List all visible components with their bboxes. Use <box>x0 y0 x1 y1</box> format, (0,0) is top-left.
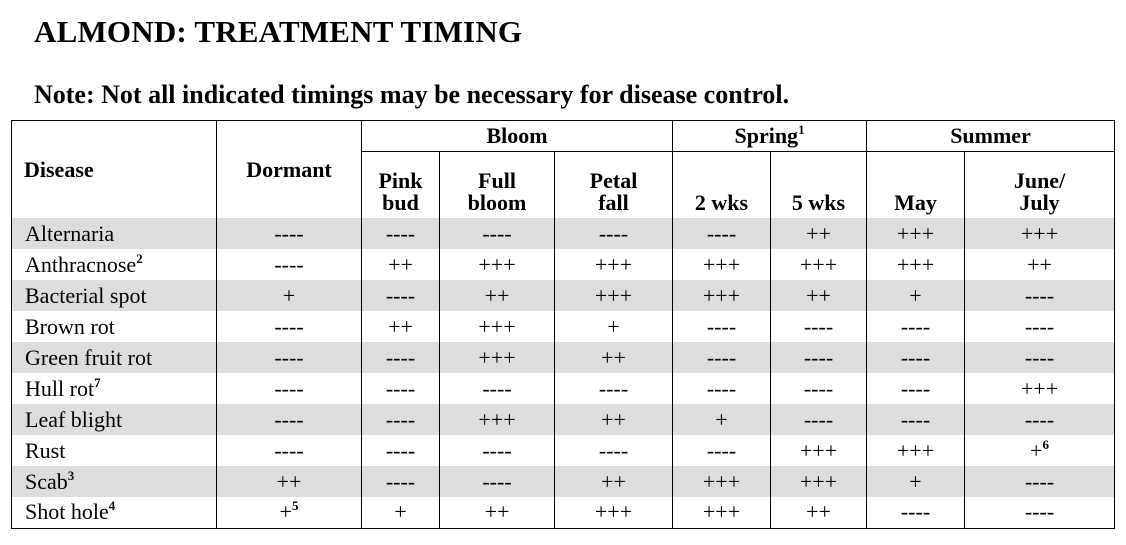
disease-name-cell <box>12 435 217 466</box>
timing-cell: ---- <box>555 435 673 466</box>
header-pink-bud: Pink bud <box>362 152 440 219</box>
disease-name: Bacterial spot <box>25 282 147 308</box>
timing-cell: ---- <box>867 342 965 373</box>
timing-cell: ---- <box>217 404 362 435</box>
disease-name-cell <box>12 311 217 342</box>
table-body <box>12 218 1115 528</box>
disease-name: Rust <box>25 437 66 463</box>
timing-cell: ---- <box>673 311 771 342</box>
header-2-wks: 2 wks <box>673 152 771 219</box>
timing-cell: ---- <box>217 218 362 249</box>
timing-cell: + <box>673 404 771 435</box>
timing-cell: ---- <box>965 404 1115 435</box>
footnote-marker: 2 <box>136 250 143 266</box>
timing-cell: ---- <box>867 404 965 435</box>
timing-cell: ++ <box>965 249 1115 280</box>
timing-cell: +++ <box>771 466 867 497</box>
timing-cell: ---- <box>362 435 440 466</box>
disease-name-cell <box>12 218 217 249</box>
disease-name-cell <box>12 342 217 373</box>
timing-cell: ---- <box>965 497 1115 528</box>
header-may: May <box>867 152 965 219</box>
page-title: ALMOND: TREATMENT TIMING <box>34 14 523 49</box>
timing-cell: + <box>867 280 965 311</box>
timing-cell: +++ <box>555 249 673 280</box>
disease-name-cell <box>12 373 217 404</box>
timing-cell: +++ <box>555 497 673 528</box>
timing-cell: ++ <box>771 497 867 528</box>
group-header-spring-label: Spring <box>734 123 799 148</box>
timing-cell: ---- <box>771 342 867 373</box>
timing-value: + <box>279 499 292 525</box>
timing-cell: +++ <box>673 466 771 497</box>
group-header-bloom: Bloom <box>362 121 673 152</box>
disease-name: Hull rot <box>25 375 95 401</box>
header-full-bloom: Full bloom <box>440 152 555 219</box>
timing-cell: ---- <box>362 342 440 373</box>
spring-footnote-marker: 1 <box>798 122 805 137</box>
disease-name-cell <box>12 249 217 280</box>
timing-cell: ++ <box>440 497 555 528</box>
timing-cell: +++ <box>771 249 867 280</box>
timing-cell: ---- <box>440 373 555 404</box>
header-5-wks: 5 wks <box>771 152 867 219</box>
timing-cell: ++ <box>555 466 673 497</box>
disease-name-cell <box>12 280 217 311</box>
timing-cell: ++ <box>555 404 673 435</box>
timing-cell: ++ <box>771 218 867 249</box>
timing-cell: ---- <box>217 311 362 342</box>
timing-cell: ++ <box>555 342 673 373</box>
header-dormant: Dormant <box>217 121 362 219</box>
timing-cell <box>217 497 362 528</box>
timing-cell: ---- <box>771 373 867 404</box>
timing-cell: ++ <box>362 249 440 280</box>
timing-cell: +++ <box>867 249 965 280</box>
table-row <box>12 249 1115 280</box>
footnote-marker: 6 <box>1042 436 1049 452</box>
timing-cell: ---- <box>362 218 440 249</box>
table-row <box>12 466 1115 497</box>
timing-cell: +++ <box>440 249 555 280</box>
timing-cell: ---- <box>440 218 555 249</box>
timing-cell: ---- <box>867 497 965 528</box>
timing-cell: +++ <box>673 249 771 280</box>
timing-cell: ---- <box>673 342 771 373</box>
timing-cell: ---- <box>965 342 1115 373</box>
timing-cell: +++ <box>440 404 555 435</box>
table-row <box>12 435 1115 466</box>
table-row <box>12 373 1115 404</box>
timing-cell: ---- <box>362 404 440 435</box>
disease-name: Leaf blight <box>25 406 123 432</box>
timing-cell: +++ <box>771 435 867 466</box>
footnote-marker: 7 <box>94 374 101 390</box>
timing-cell: ---- <box>965 466 1115 497</box>
disease-name: Shot hole <box>25 499 109 525</box>
timing-cell: +++ <box>673 280 771 311</box>
table-row <box>12 342 1115 373</box>
table-row <box>12 311 1115 342</box>
header-petal-fall: Petal fall <box>555 152 673 219</box>
footnote-marker: 5 <box>291 498 299 514</box>
footnote-marker: 4 <box>108 498 116 514</box>
timing-cell: ---- <box>771 404 867 435</box>
disease-name: Brown rot <box>25 313 115 339</box>
disease-name: Scab <box>25 468 68 494</box>
timing-cell: ---- <box>217 373 362 404</box>
timing-cell: ---- <box>440 466 555 497</box>
timing-cell: + <box>555 311 673 342</box>
timing-cell: ---- <box>362 373 440 404</box>
timing-cell <box>965 435 1115 466</box>
header-june-july: June/ July <box>965 152 1115 219</box>
timing-cell: + <box>867 466 965 497</box>
timing-cell: ---- <box>440 435 555 466</box>
timing-cell: ---- <box>673 218 771 249</box>
disease-name-cell <box>12 466 217 497</box>
table-row <box>12 218 1115 249</box>
timing-cell: + <box>362 497 440 528</box>
disease-name: Alternaria <box>25 220 115 246</box>
timing-cell: +++ <box>965 218 1115 249</box>
timing-value: + <box>1030 437 1043 463</box>
timing-cell: ---- <box>965 280 1115 311</box>
disease-name-cell <box>12 404 217 435</box>
disease-name: Anthracnose <box>25 251 137 277</box>
timing-cell: ---- <box>965 311 1115 342</box>
timing-cell: ---- <box>217 342 362 373</box>
timing-cell: +++ <box>867 218 965 249</box>
table-row <box>12 404 1115 435</box>
timing-cell: +++ <box>555 280 673 311</box>
table-row <box>12 280 1115 311</box>
timing-cell: +++ <box>440 311 555 342</box>
group-header-summer: Summer <box>867 121 1115 152</box>
footnote-marker: 3 <box>67 467 75 483</box>
timing-cell: +++ <box>867 435 965 466</box>
disease-name: Green fruit rot <box>25 344 153 370</box>
timing-cell: ++ <box>771 280 867 311</box>
group-header-spring <box>673 121 867 152</box>
timing-cell: ++ <box>362 311 440 342</box>
timing-cell: +++ <box>965 373 1115 404</box>
timing-cell: ---- <box>673 435 771 466</box>
timing-cell: ---- <box>673 373 771 404</box>
timing-cell: + <box>217 280 362 311</box>
timing-cell: ---- <box>771 311 867 342</box>
timing-cell: ---- <box>362 280 440 311</box>
timing-cell: ---- <box>555 218 673 249</box>
timing-cell: ---- <box>217 435 362 466</box>
timing-cell: ++ <box>217 466 362 497</box>
timing-cell: ++ <box>440 280 555 311</box>
timing-cell: ---- <box>867 311 965 342</box>
timing-cell: ---- <box>867 373 965 404</box>
timing-cell: ---- <box>362 466 440 497</box>
header-disease: Disease <box>12 121 217 219</box>
timing-cell: +++ <box>440 342 555 373</box>
disease-name-cell <box>12 497 217 528</box>
timing-cell: ---- <box>555 373 673 404</box>
timing-cell: +++ <box>673 497 771 528</box>
timing-cell: ---- <box>217 249 362 280</box>
table-row <box>12 497 1115 528</box>
note-text: Note: Not all indicated timings may be necessary for disease control. <box>34 80 790 109</box>
treatment-timing-table <box>11 120 1115 529</box>
